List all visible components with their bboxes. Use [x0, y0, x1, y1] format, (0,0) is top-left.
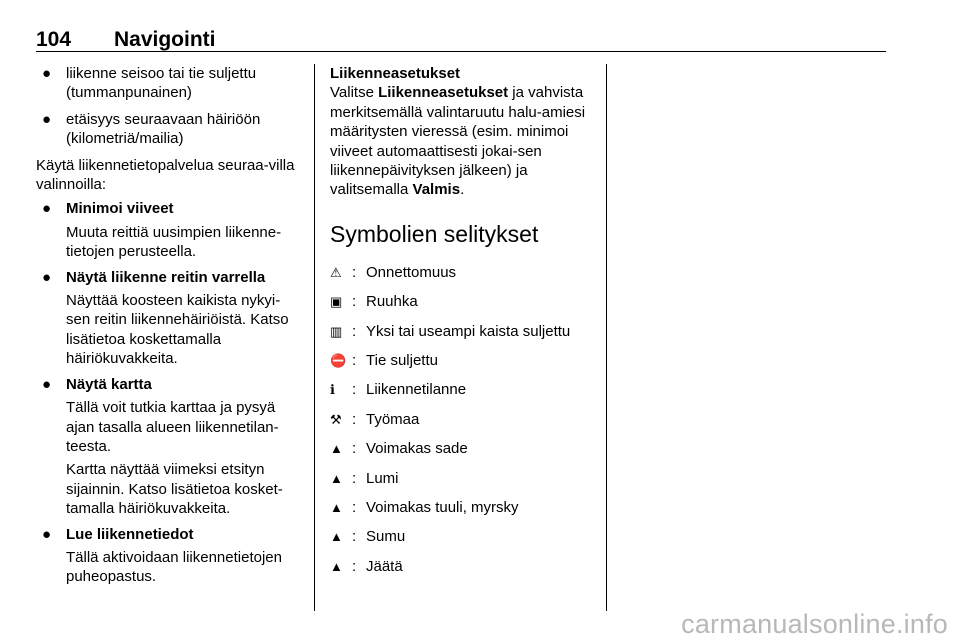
option-label: Näytä liikenne reitin varrella — [66, 268, 266, 286]
symbol-colon: : — [352, 528, 357, 546]
symbol-row — [330, 258, 598, 287]
road-closed-icon: ⛔ — [330, 353, 347, 368]
symbol-colon: : — [352, 381, 357, 399]
para-text: Valitse — [330, 84, 379, 102]
snow-icon: ▲ — [330, 470, 343, 486]
bullet-text: liikenne seisoo tai tie suljettu (tummanpunainen) — [66, 65, 257, 102]
lane-closed-icon: ▥ — [330, 323, 343, 339]
option-minimize-delays — [36, 199, 302, 261]
para-text: ja vahvista merkitsemällä valintaruutu halu-amiesi määritysten vieressä (esim. minimoi viiveet automaattisesti jokai-sen liikennepäivityksen jälkeen) ja valitsemalla — [330, 84, 586, 199]
symbol-colon: : — [352, 498, 357, 516]
bullet-dot-icon: ● — [42, 110, 52, 128]
symbol-colon: : — [352, 557, 357, 575]
bullet-dot-icon: ● — [42, 268, 52, 286]
option-text: Tällä voit tutkia karttaa ja pysyä ajan tasalla alueen liikennetilan-teesta. — [66, 399, 279, 455]
option-text: Tällä aktivoidaan liikennetietojen puheopastus. — [66, 548, 282, 586]
symbol-row — [330, 317, 598, 346]
symbol-label: Lumi — [366, 469, 399, 487]
symbol-colon: : — [352, 263, 357, 281]
symbol-label: Onnettomuus — [366, 263, 457, 281]
symbol-row — [330, 522, 598, 551]
fog-icon: ▲ — [330, 529, 343, 545]
bullet-dot-icon: ● — [42, 375, 52, 393]
symbol-label: Tie suljettu — [366, 352, 438, 369]
symbols-section-title: Symbolien selitykset — [330, 220, 539, 247]
symbol-colon: : — [352, 410, 357, 428]
bullet-item — [36, 64, 302, 103]
column-divider-right — [606, 64, 607, 611]
header-rule — [36, 51, 886, 52]
symbol-list — [330, 258, 598, 581]
traffic-situation-icon: ℹ — [330, 382, 335, 398]
symbol-label: Työmaa — [366, 410, 420, 428]
symbol-colon: : — [352, 352, 357, 369]
ice-icon: ▲ — [330, 558, 343, 574]
symbol-colon: : — [352, 440, 357, 458]
symbol-label: Yksi tai useampi kaista suljettu — [366, 322, 571, 340]
option-label: Minimoi viiveet — [66, 200, 174, 218]
symbol-row — [330, 346, 598, 375]
symbol-label: Voimakas sade — [366, 440, 468, 458]
column-divider-left — [314, 64, 315, 611]
symbol-row — [330, 493, 598, 522]
traffic-jam-icon: ▣ — [330, 294, 343, 310]
symbol-row — [330, 434, 598, 463]
bullet-text: etäisyys seuraavaan häiriöön (kilometriä/mailia) — [66, 110, 261, 148]
symbol-label: Liikennetilanne — [366, 381, 467, 399]
page-number: 104 — [36, 28, 72, 51]
bullet-item — [36, 110, 302, 149]
symbol-label: Voimakas tuuli, myrsky — [366, 498, 519, 516]
middle-column — [330, 64, 598, 581]
symbol-colon: : — [352, 322, 357, 340]
para-bold-settings: Liikenneasetukset — [378, 84, 509, 102]
symbol-row — [330, 405, 598, 434]
para-bold-done: Valmis — [412, 181, 461, 199]
option-read-traffic-info — [36, 525, 302, 587]
symbol-label: Jäätä — [366, 557, 403, 575]
storm-icon: ▲ — [330, 499, 343, 515]
symbol-colon: : — [352, 293, 357, 311]
accident-icon: ⚠ — [330, 264, 342, 280]
symbol-row — [330, 375, 598, 404]
option-show-map — [36, 375, 302, 519]
traffic-settings-paragraph — [330, 83, 598, 199]
symbol-label: Ruuhka — [366, 293, 418, 311]
option-show-traffic-on-route — [36, 268, 302, 369]
page-title: Navigointi — [114, 28, 216, 51]
symbol-row — [330, 287, 598, 316]
left-column — [36, 64, 302, 593]
option-text: Muuta reittiä uusimpien liikenne-tietojen perusteella. — [66, 223, 282, 261]
option-label: Näytä kartta — [66, 375, 152, 393]
option-text: Kartta näyttää viimeksi etsityn sijainnin. Katso lisätietoa kosket-tamalla häiriökuvakkeita. — [66, 461, 283, 518]
option-label: Lue liikennetiedot — [66, 525, 194, 543]
bullet-dot-icon: ● — [42, 65, 52, 82]
symbol-row — [330, 552, 598, 581]
option-text: Näyttää koosteen kaikista nykyi-sen reitin liikennehäiriöistä. Katso lisätietoa koskettamalla häiriökuvakkeita. — [66, 292, 289, 368]
symbol-label: Sumu — [366, 528, 406, 546]
intro-paragraph: Käytä liikennetietopalvelua seuraa-villa valinnoilla: — [36, 156, 295, 194]
page-header — [36, 28, 886, 52]
traffic-settings-heading: Liikenneasetukset — [330, 65, 461, 82]
road-works-icon: ⚒ — [330, 411, 342, 427]
symbol-row — [330, 464, 598, 493]
para-text: . — [460, 181, 465, 199]
heavy-rain-icon: ▲ — [330, 441, 343, 457]
symbol-colon: : — [352, 469, 357, 487]
bullet-dot-icon: ● — [42, 200, 52, 218]
watermark[interactable]: carmanualsonline.info — [681, 609, 948, 639]
bullet-dot-icon: ● — [42, 525, 52, 543]
